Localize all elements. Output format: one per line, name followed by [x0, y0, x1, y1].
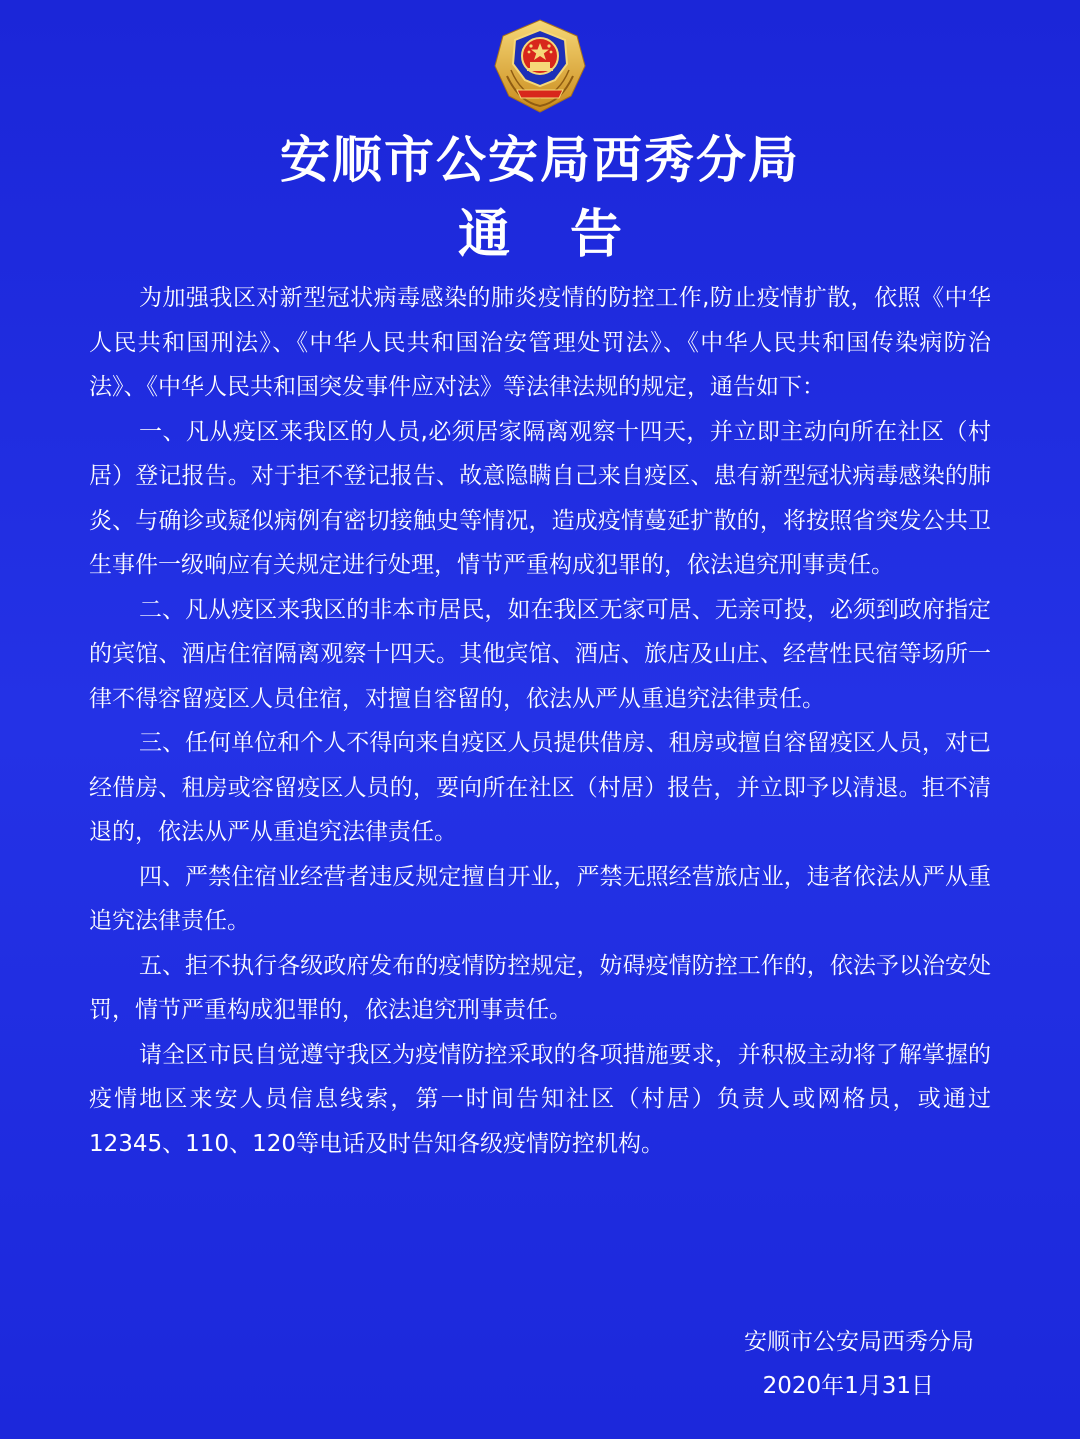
- police-emblem-icon: [489, 16, 591, 116]
- page-title: 安顺市公安局西秀分局: [280, 131, 800, 189]
- item-5: 五、拒不执行各级政府发布的疫情防控规定，妨碍疫情防控工作的，依法予以治安处罚，情节严重构成犯罪的，依法追究刑事责任。: [89, 952, 991, 1023]
- item-2: 二、凡从疫区来我区的非本市居民，如在我区无家可居、无亲可投，必须到政府指定的宾馆、酒店住宿隔离观察十四天。其他宾馆、酒店、旅店及山庄、经营性民宿等场所一律不得容留疫区人员住宿，对擅自容留的，依法从严从重追究法律责任。: [89, 596, 991, 712]
- notice-subtitle: 通告: [457, 205, 682, 265]
- signature-date: 2020年1月31日: [762, 1373, 934, 1399]
- signature-block: [744, 1320, 974, 1408]
- notice-body: [89, 276, 991, 1166]
- closing-paragraph: 请全区市民自觉遵守我区为疫情防控采取的各项措施要求，并积极主动将了解掌握的疫情地区来安人员信息线索，第一时间告知社区（村居）负责人或网格员，或通过12345、110、120等电话及时告知各级疫情防控机构。: [89, 1041, 991, 1157]
- signature-org: 安顺市公安局西秀分局: [744, 1329, 974, 1355]
- item-1: 一、凡从疫区来我区的人员,必须居家隔离观察十四天，并立即主动向所在社区（村居）登记报告。对于拒不登记报告、故意隐瞒自己来自疫区、患有新型冠状病毒感染的肺炎、与确诊或疑似病例有密切接触史等情况，造成疫情蔓延扩散的，将按照省突发公共卫生事件一级响应有关规定进行处理，情节严重构成犯罪的，依法追究刑事责任。: [89, 418, 991, 578]
- item-4: 四、严禁住宿业经营者违反规定擅自开业，严禁无照经营旅店业，违者依法从严从重追究法律责任。: [89, 863, 991, 934]
- intro-paragraph: 为加强我区对新型冠状病毒感染的肺炎疫情的防控工作,防止疫情扩散，依照《中华人民共和国刑法》、《中华人民共和国治安管理处罚法》、《中华人民共和国传染病防治法》、《中华人民共和国突发事件应对法》等法律法规的规定，通告如下：: [89, 285, 991, 400]
- item-3: 三、任何单位和个人不得向来自疫区人员提供借房、租房或擅自容留疫区人员，对已经借房、租房或容留疫区人员的，要向所在社区（村居）报告，并立即予以清退。拒不清退的，依法从严从重追究法律责任。: [89, 730, 991, 845]
